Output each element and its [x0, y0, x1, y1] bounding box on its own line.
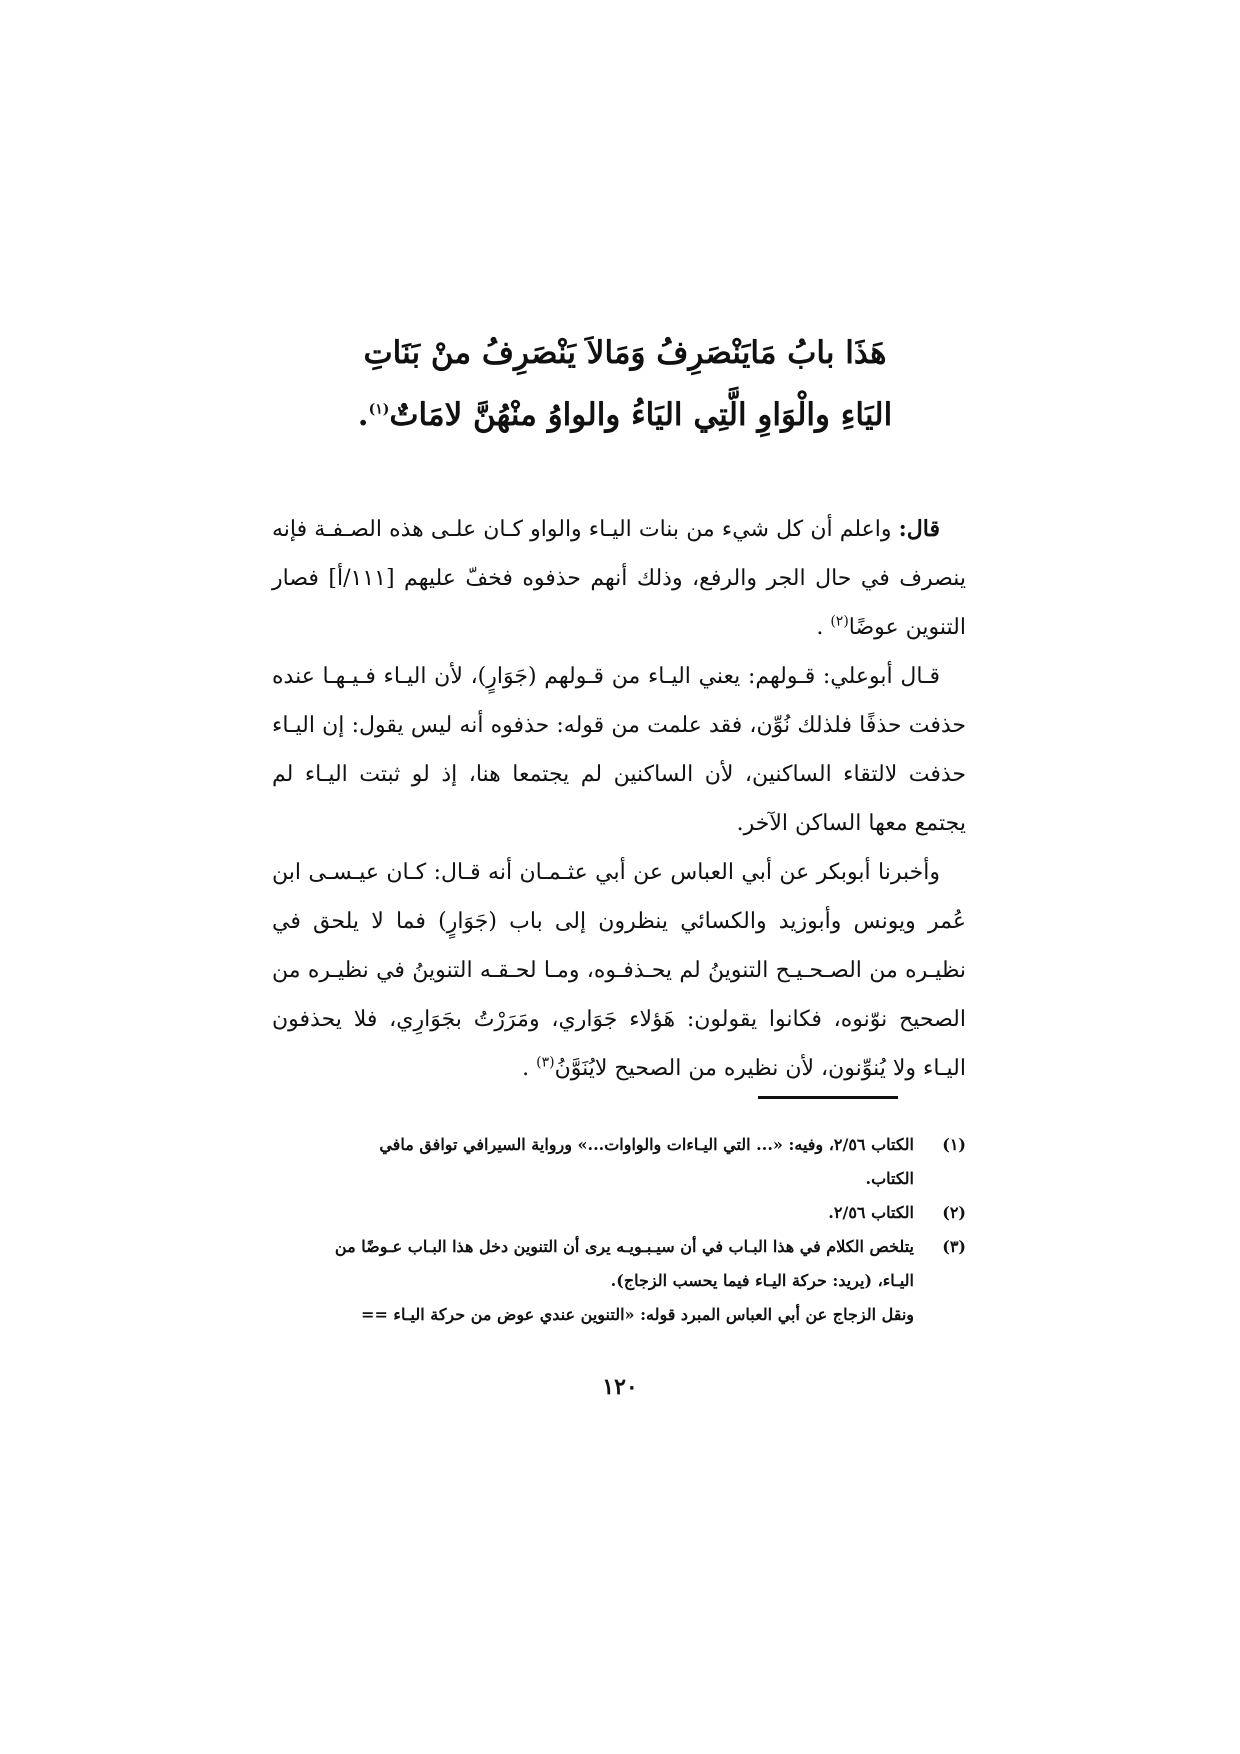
- paragraph-3: [272, 848, 966, 1093]
- paragraph-1-lead: قال:: [898, 516, 940, 542]
- chapter-title-line-2-text: اليَاءِ والْوَاوِ الَّتِي اليَاءُ والواوُ منْهُنَّ لامَاتٌ: [389, 397, 893, 433]
- footnote-ref-2: (٢): [830, 613, 849, 630]
- paragraph-2: قـال أبوعلي: قـولهم: يعني اليـاء من قـولهم (جَوَارٍ)، لأن اليـاء فـيـهـا عنده حذفت حذفًا فلذلك نُوِّن، فقد علمت من قوله: حذفوه أنه ليس يقول: إن اليـاء حذفت لالتقاء الساكنين، لأن الساكنين لم يجتمعا هنا، إذ لو ثبتت اليـاء لم يجتمع معها الساكن الآخر.: [272, 664, 966, 836]
- footnote-text: الكتاب ٢/٥٦.: [828, 1203, 914, 1222]
- chapter-title-line-1: هَذَا بابُ مَايَنْصَرِفُ وَمَالاَ يَنْصَرِفُ منْ بَنَاتِ: [363, 335, 887, 371]
- chapter-title-line-2: [330, 384, 920, 446]
- footnote-number: (١): [942, 1135, 966, 1154]
- footnote-ref-1: (١): [368, 401, 390, 418]
- paragraph-3-text: وأخبرنا أبوبكر عن أبي العباس عن أبي عثـمـان أنه قـال: كـان عيـسـى ابن عُمر ويونس وأبوزيد والكسائي ينظرون إلى باب (جَوَارٍ) فما لا يلحق في نظيـره من الصـحـيـح التنوينُ لم يحـذفـوه، ومـا لحـقـه التنوينُ في نظيـره من الصحيح نوّنوه، فكانوا يقولون: هَؤلاء جَوَاري، ومَرَرْتُ بجَوَارِي، فلا يحذفون اليـاء ولا يُنوِّنون، لأن نظيره من الصحيح لايُنَوَّنُ: [272, 860, 966, 1081]
- footnote-continuation-line: ونقل الزجاج عن أبي العباس المبرد قوله: «التنوين عندي عوض من حركة اليـاء ==: [361, 1305, 914, 1324]
- paragraph-1: [272, 505, 966, 652]
- footnote-text: الكتاب ٢/٥٦، وفيه: «... التي اليـاءات والواوات...» ورواية السيرافي توافق مافي: [379, 1135, 914, 1154]
- page-number: ١٢٠: [602, 1374, 638, 1400]
- footnote-text: يتلخص الكلام في هذا البـاب في أن سيـبـويـه يرى أن التنوين دخل هذا البـاب عـوضًا من: [334, 1237, 914, 1256]
- footnote-2: [272, 1196, 966, 1230]
- footnote-ref-3: (٣): [536, 1054, 555, 1071]
- paragraph-3-end: .: [522, 1056, 530, 1081]
- chapter-title-end: .: [357, 397, 369, 433]
- paragraph-1-text: واعلم أن كل شيء من بنات اليـاء والواو كـان علـى هذه الصـفـة فإنه ينصرف في حال الجر والرفع، وذلك أنهم حذفوه فخفّ عليهم [١١١/أ] فصار التنوين عوضًا: [272, 517, 967, 640]
- footnote-number: (٢): [942, 1203, 966, 1222]
- footnote-number: (٣): [942, 1237, 966, 1256]
- footnote-3: [272, 1230, 966, 1264]
- footnotes: [272, 1128, 966, 1332]
- footnote-separator: [758, 1096, 898, 1099]
- footnote-1: [272, 1128, 966, 1162]
- paragraph-1-end: .: [816, 615, 824, 640]
- main-text: [272, 505, 966, 1093]
- footnote-1-continuation: الكتاب.: [865, 1169, 914, 1188]
- chapter-title: [330, 322, 920, 446]
- footnote-3-continuation: اليـاء، (يريد: حركة اليـاء فيما يحسب الزجاج).: [610, 1271, 914, 1290]
